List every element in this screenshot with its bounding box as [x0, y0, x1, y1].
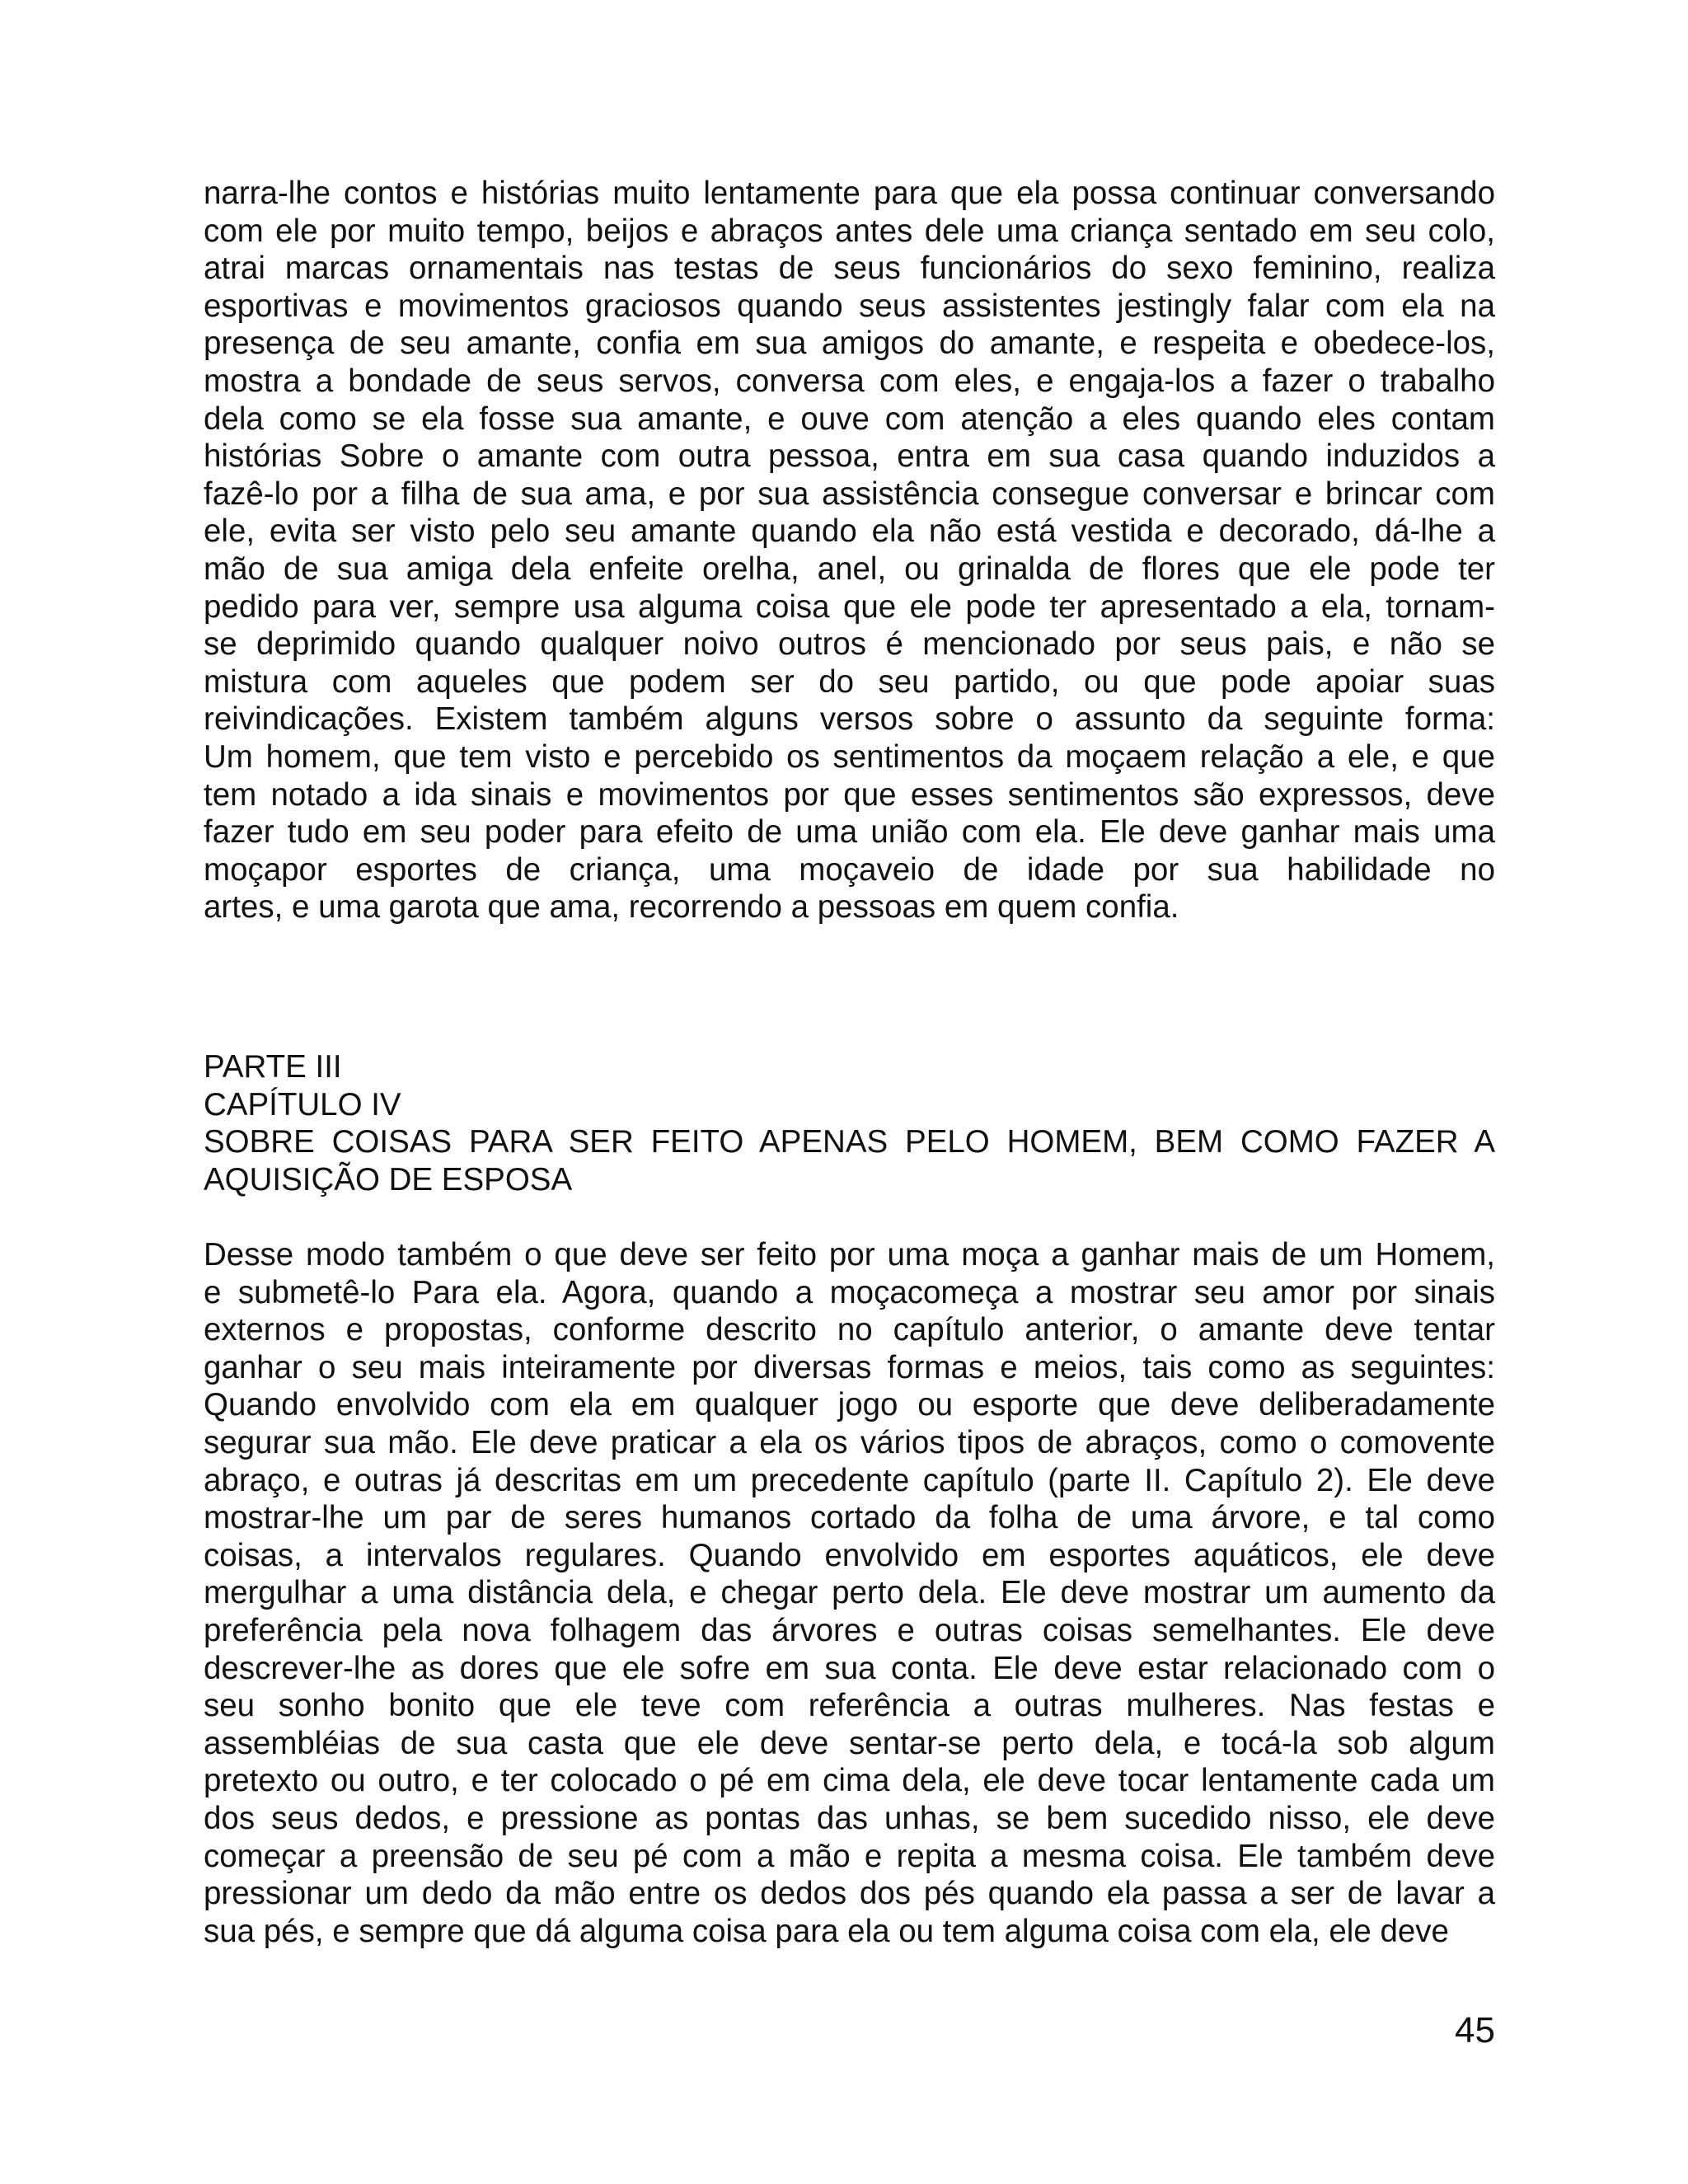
text-line: externos e propostas, conforme descrito no capítulo anterior, o amante deve tentar: [204, 1312, 1495, 1348]
text-line: moçapor esportes de criança, uma moçaveio de idade por sua habilidade no: [204, 851, 1495, 888]
text-line: fazê-lo por a filha de sua ama, e por sua assistência consegue conversar e brincar com: [204, 476, 1495, 512]
text-line: mistura com aqueles que podem ser do seu partido, ou que pode apoiar suas: [204, 663, 1495, 700]
text-line: tem notado a ida sinais e movimentos por que esses sentimentos são expressos, deve: [204, 776, 1495, 813]
text-line: preferência pela nova folhagem das árvores e outras coisas semelhantes. Ele deve: [204, 1612, 1495, 1648]
text-line: seu sonho bonito que ele teve com referência a outras mulheres. Nas festas e: [204, 1688, 1495, 1724]
text-line: Quando envolvido com ela em qualquer jogo ou esporte que deve deliberadamente: [204, 1387, 1495, 1423]
text-line: mostrar-lhe um par de seres humanos cortado da folha de uma árvore, e tal como: [204, 1500, 1495, 1536]
text-line: esportivas e movimentos graciosos quando seus assistentes jestingly falar com ela na: [204, 288, 1495, 324]
text-line: assembléias de sua casta que ele deve sentar-se perto dela, e tocá-la sob algum: [204, 1725, 1495, 1761]
text-line: dela como se ela fosse sua amante, e ouve com atenção a eles quando eles contam: [204, 401, 1495, 437]
text-line: Um homem, que tem visto e percebido os sentimentos da moçaem relação a ele, e que: [204, 738, 1495, 775]
text-line: presença de seu amante, confia em sua amigos do amante, e respeita e obedece-los,: [204, 326, 1495, 362]
text-line: dos seus dedos, e pressione as pontas das unhas, se bem sucedido nisso, ele deve: [204, 1800, 1495, 1836]
text-line: reivindicações. Existem também alguns versos sobre o assunto da seguinte forma:: [204, 701, 1495, 738]
text-line: narra-lhe contos e histórias muito lentamente para que ela possa continuar conversando: [204, 176, 1495, 211]
chapter-heading: [204, 1048, 1495, 1198]
chapter-title-line-2: AQUISIÇÃO DE ESPOSA: [204, 1161, 573, 1197]
text-line: ele, evita ser visto pelo seu amante quando ela não está vestida e decorado, dá-lhe a: [204, 513, 1495, 550]
text-line: sua pés, e sempre que dá alguma coisa para ela ou tem alguma coisa com ela, ele deve: [204, 1913, 1449, 1949]
bottom-paragraph: [204, 1236, 1495, 1950]
top-paragraph: [204, 175, 1495, 926]
text-line: pedido para ver, sempre usa alguma coisa que ele pode ter apresentado a ela, tornam-: [204, 588, 1495, 625]
text-line: fazer tudo em seu poder para efeito de uma união com ela. Ele deve ganhar mais uma: [204, 814, 1495, 851]
text-line: descrever-lhe as dores que ele sofre em sua conta. Ele deve estar relacionado com o: [204, 1650, 1495, 1686]
chapter-title-line-1: SOBRE COISAS PARA SER FEITO APENAS PELO HOMEM, BEM COMO FAZER A: [204, 1124, 1495, 1160]
text-line: com ele por muito tempo, beijos e abraços antes dele uma criança sentado em seu colo,: [204, 213, 1495, 249]
text-line: começar a preensão de seu pé com a mão e repita a mesma coisa. Ele também deve: [204, 1838, 1495, 1874]
text-line: e submetê-lo Para ela. Agora, quando a moçacomeça a mostrar seu amor por sinais: [204, 1274, 1495, 1310]
chapter-number: CAPÍTULO IV: [204, 1086, 401, 1122]
text-line: se deprimido quando qualquer noivo outros é mencionado por seus pais, e não se: [204, 626, 1495, 663]
text-line: segurar sua mão. Ele deve praticar a ela os vários tipos de abraços, como o comovente: [204, 1424, 1495, 1460]
text-line: Desse modo também o que deve ser feito por uma moça a ganhar mais de um Homem,: [204, 1237, 1495, 1272]
text-line: artes, e uma garota que ama, recorrendo a pessoas em quem confia.: [204, 889, 1179, 926]
text-line: atrai marcas ornamentais nas testas de seus funcionários do sexo feminino, realiza: [204, 251, 1495, 287]
text-line: ganhar o seu mais inteiramente por diversas formas e meios, tais como as seguintes:: [204, 1349, 1495, 1385]
text-line: mostra a bondade de seus servos, conversa com eles, e engaja-los a fazer o trabalho: [204, 363, 1495, 399]
page-number: 45: [1455, 2010, 1495, 2050]
text-line: mão de sua amiga dela enfeite orelha, anel, ou grinalda de flores que ele pode ter: [204, 551, 1495, 587]
part-heading: PARTE III: [204, 1049, 342, 1085]
text-line: coisas, a intervalos regulares. Quando envolvido em esportes aquáticos, ele deve: [204, 1537, 1495, 1573]
text-line: abraço, e outras já descritas em um precedente capítulo (parte II. Capítulo 2). Ele deve: [204, 1462, 1495, 1498]
text-line: pretexto ou outro, e ter colocado o pé em cima dela, ele deve tocar lentamente cada um: [204, 1763, 1495, 1799]
text-line: histórias Sobre o amante com outra pessoa, entra em sua casa quando induzidos a: [204, 438, 1495, 475]
text-line: pressionar um dedo da mão entre os dedos dos pés quando ela passa a ser de lavar a: [204, 1876, 1495, 1912]
text-line: mergulhar a uma distância dela, e chegar perto dela. Ele deve mostrar um aumento da: [204, 1575, 1495, 1611]
